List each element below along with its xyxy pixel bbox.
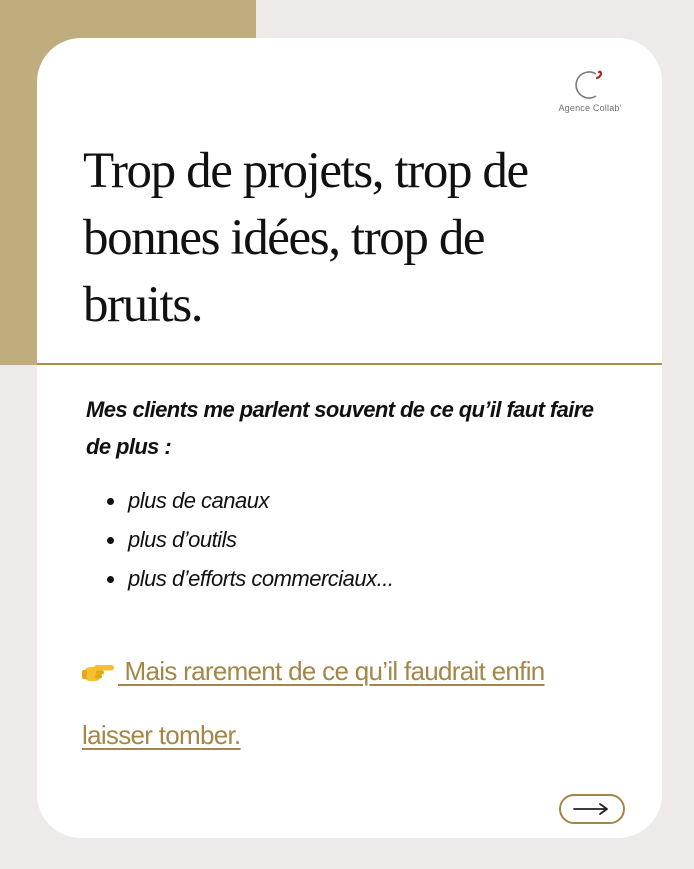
list-item-text: plus d’outils (128, 527, 237, 552)
bullet-dot-icon (107, 576, 114, 583)
next-button[interactable] (559, 794, 625, 824)
list-item-text: plus de canaux (128, 488, 269, 513)
arrow-right-icon (573, 802, 610, 816)
page-title: Trop de projets, trop de bonnes idées, trop de bruits. (83, 143, 528, 333)
logo-text: Agence Collab' (558, 103, 622, 113)
callout (82, 641, 602, 766)
pointing-hand-icon (82, 644, 116, 705)
list-item (86, 559, 393, 598)
list-item-text: plus d’efforts commerciaux... (128, 566, 394, 591)
list-item (86, 520, 393, 559)
content-card (37, 38, 662, 838)
brand-logo (550, 68, 630, 124)
intro-text: Mes clients me parlent souvent de ce qu’il faut faire de plus : (86, 397, 594, 459)
bullet-dot-icon (107, 498, 114, 505)
divider (37, 363, 662, 365)
bullet-dot-icon (107, 537, 114, 544)
list-item (86, 481, 393, 520)
bullet-list (86, 481, 393, 598)
logo-mark-icon (570, 68, 610, 102)
callout-link[interactable]: Mais rarement de ce qu’il faudrait enfin laisser tomber. (82, 656, 545, 750)
